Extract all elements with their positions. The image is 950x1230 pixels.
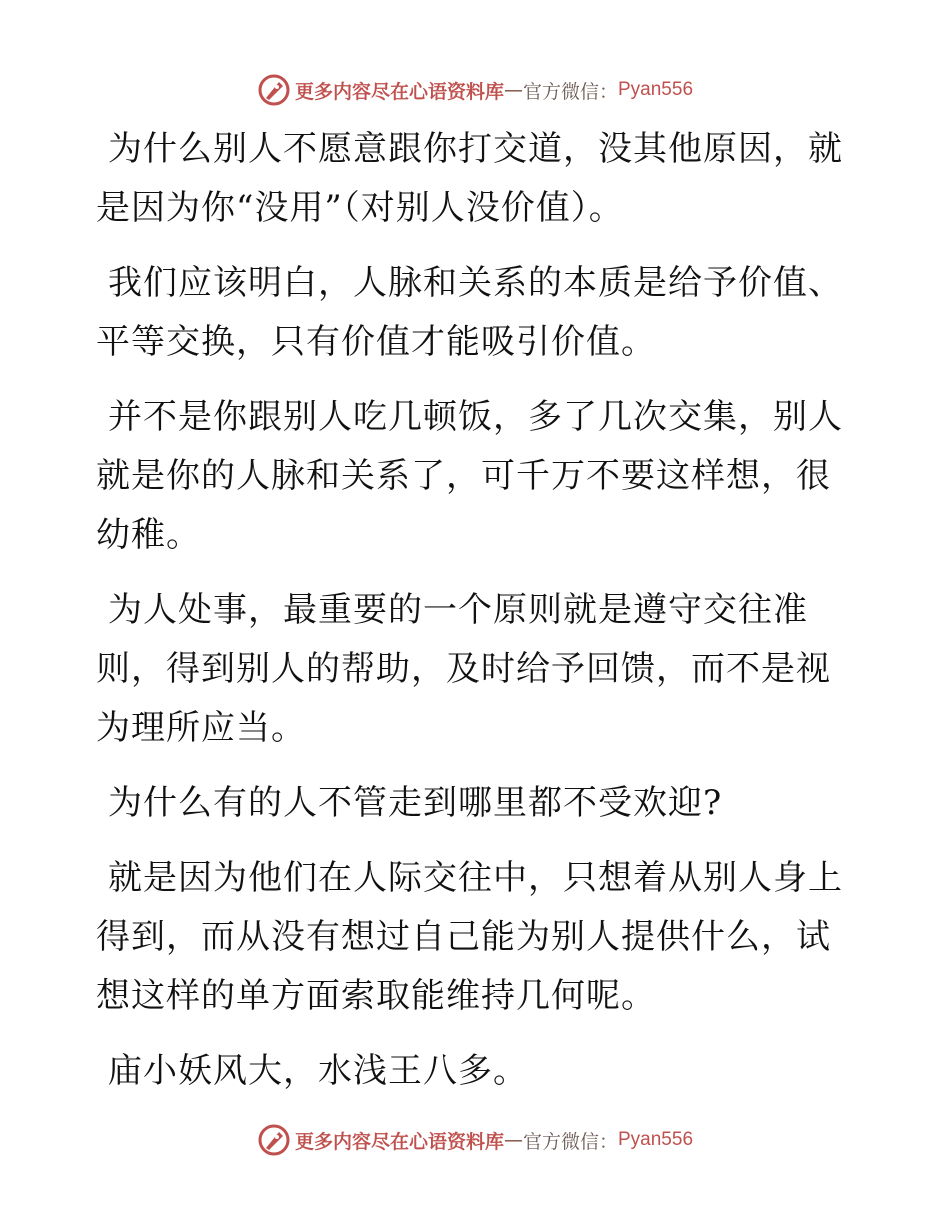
pen-nib-icon bbox=[257, 73, 291, 107]
paragraph-6: 就是因为他们在人际交往中，只想着从别人身上得到，而从没有想过自己能为别人提供什么，试想这样的单方面索取能维持几何呢。 bbox=[96, 858, 843, 1016]
footer-watermark-banner bbox=[0, 1120, 950, 1160]
paragraph-2: 我们应该明白，人脉和关系的本质是给予价值、平等交换，只有价值才能吸引价值。 bbox=[96, 263, 843, 362]
banner-wechat-label: 官方微信： bbox=[522, 1130, 618, 1153]
banner-wechat-id: Pyan556 bbox=[618, 79, 694, 100]
banner-separator: — bbox=[503, 79, 523, 101]
banner-wechat-id: Pyan556 bbox=[618, 1129, 694, 1150]
banner-separator: — bbox=[503, 1129, 523, 1151]
paragraph-5: 为什么有的人不管走到哪里都不受欢迎? bbox=[108, 783, 723, 823]
banner-site-name: 更多内容尽在心语资料库 bbox=[294, 80, 504, 103]
paragraph-1: 为什么别人不愿意跟你打交道，没其他原因，就是因为你“没用”（对别人没价值）。 bbox=[96, 129, 843, 228]
header-watermark-banner bbox=[0, 70, 950, 110]
paragraph-4: 为人处事，最重要的一个原则就是遵守交往准则，得到别人的帮助，及时给予回馈，而不是视为理所应当。 bbox=[96, 590, 831, 748]
paragraph-3: 并不是你跟别人吃几顿饭，多了几次交集，别人就是你的人脉和关系了，可千万不要这样想，很幼稚。 bbox=[96, 397, 843, 555]
pen-nib-icon bbox=[257, 1123, 291, 1157]
banner-wechat-label: 官方微信： bbox=[522, 80, 618, 103]
paragraph-7: 庙小妖风大，水浅王八多。 bbox=[108, 1051, 528, 1091]
banner-site-name: 更多内容尽在心语资料库 bbox=[294, 1130, 504, 1153]
document-body bbox=[96, 120, 856, 1117]
